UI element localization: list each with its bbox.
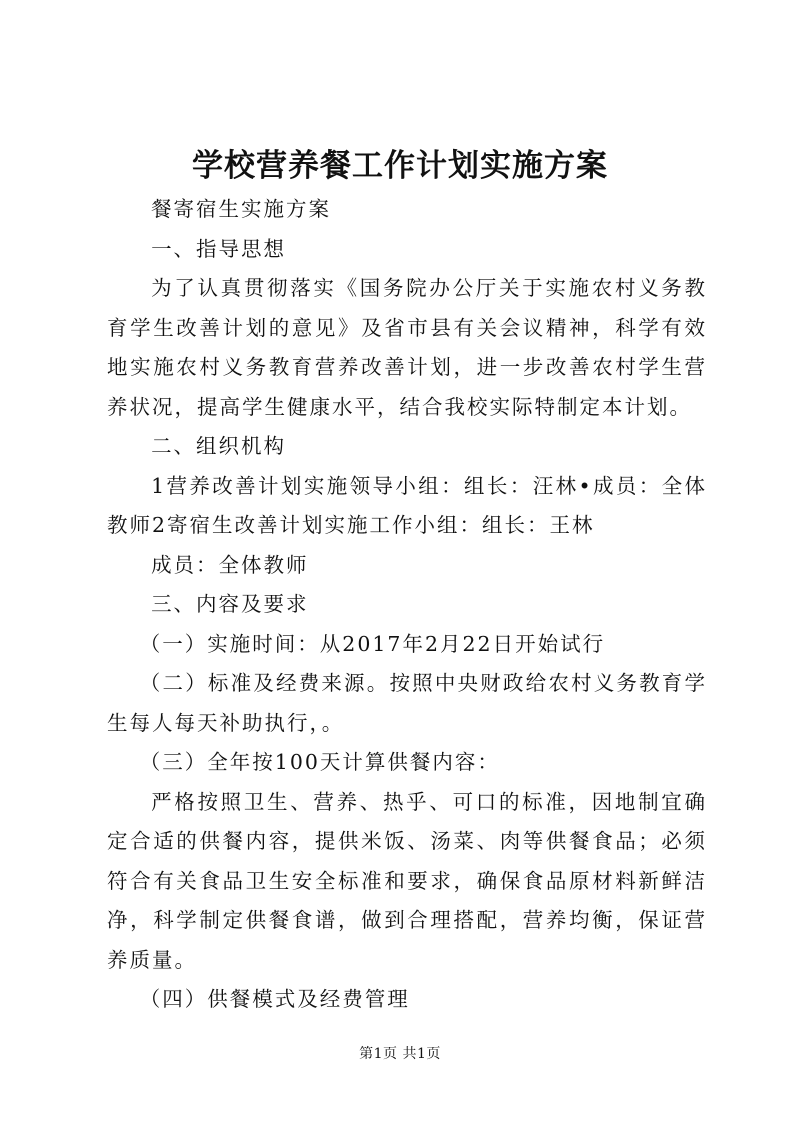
paragraph-organization: 1营养改善计划实施领导小组：组长：汪林•成员：全体教师2寄宿生改善计划实施工作小组：组长：王林 xyxy=(107,473,707,537)
paragraph-subtitle: 餐寄宿生实施方案 xyxy=(151,197,332,221)
page-footer: 第1页 共1页 xyxy=(359,1046,441,1062)
heading-organization: 二、组织机构 xyxy=(151,434,287,458)
item-implementation-time: （一）实施时间：从2017年2月22日开始试行 xyxy=(139,631,606,656)
document-body xyxy=(107,190,707,1020)
paragraph-meal-requirements: 严格按照卫生、营养、热乎、可口的标准，因地制宜确定合适的供餐内容，提供米饭、汤菜、肉等供餐食品；必须符合有关食品卫生安全标准和要求，确保食品原材料新鲜洁净，科学制定供餐食谱，做到合理搭配，营养均衡，保证营养质量。 xyxy=(107,789,707,972)
heading-guiding-thought: 一、指导思想 xyxy=(151,236,287,261)
paragraph-guiding-thought: 为了认真贯彻落实《国务院办公厅关于实施农村义务教育学生改善计划的意见》及省市县有关会议精神，科学有效地实施农村义务教育营养改善计划，进一步改善农村学生营养状况，提高学生健康水平，结合我校实际特制定本计划。 xyxy=(107,276,707,419)
paragraph-members: 成员：全体教师 xyxy=(151,552,309,577)
document-title: 学校营养餐工作计划实施方案 xyxy=(192,148,608,184)
item-meal-mode: （四）供餐模式及经费管理 xyxy=(139,987,410,1011)
item-funding-standard: （二）标准及经费来源。按照中央财政给农村义务教育学生每人每天补助执行，。 xyxy=(107,671,707,735)
heading-content-requirements: 三、内容及要求 xyxy=(151,592,309,616)
item-meal-content: （三）全年按100天计算供餐内容： xyxy=(139,750,500,774)
